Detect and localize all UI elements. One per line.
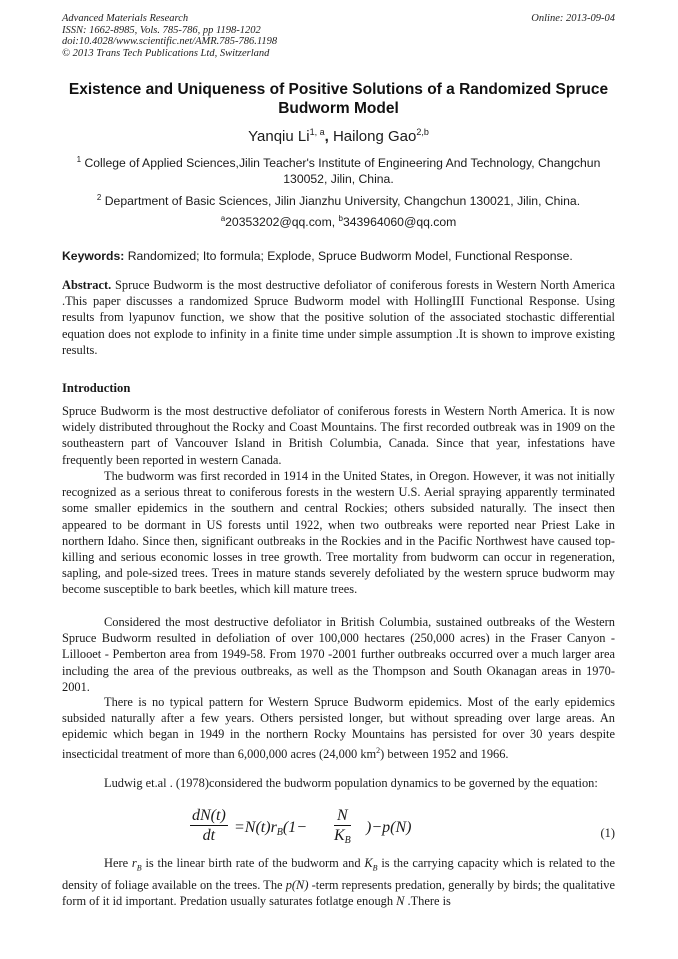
paper-title: Existence and Uniqueness of Positive Solutions of a Randomized Spruce Budworm Model [68,81,609,117]
paragraph-2-text: The budworm was first recorded in 1914 in the United States, in Oregon. However, it was not initially recognized as a serious threat to coniferous forests in the western U.S. Aerial spraying apparently terminated some smaller epidemics in the southern and central Rockies; others subsided naturally. The insect then appeared to be dormant in US forests until 1922, when two outbreaks were reported near Priest Lake in northern Idaho. Since then, significant outbreaks in the Rockies and in the Pacific Northwest have caused top-killing and serious economic losses in tree growth. Tree mortality from budworm can occur in regeneration, sapling, and pole-sized trees. Trees in mature stands severely defoliated by the western spruce budworm may become susceptible to bark beetles, which kill mature trees. [62,469,615,597]
introduction-heading: Introduction [62,381,131,395]
equation-paren: (1− [282,819,308,836]
email-a: 20353202@qq.com, [225,215,339,229]
affiliation-2-text: Department of Basic Sciences, Jilin Jianzhu University, Changchun 130021, Jilin, China. [104,194,581,208]
equation-number: (1) [600,826,615,840]
affiliation-1-text: College of Applied Sciences,Jilin Teacher's Institute of Engineering And Technology, Changchun 130052, Jilin, China. [84,156,601,186]
doi-line: doi:10.4028/www.scientific.net/AMR.785-786.1198 [62,36,278,47]
paragraph-4 [62,694,615,762]
equation-middle [234,819,307,838]
keywords-label: Keywords: [62,249,125,263]
equation-1 [190,806,615,856]
author-2: Hailong Gao [332,128,417,145]
copyright-line: © 2013 Trans Tech Publications Ltd, Switzerland [62,47,270,59]
pn-symbol: p(N) [285,877,309,892]
abstract [62,277,615,358]
affiliation-2-number: 2 [96,193,102,202]
paragraph-6 [62,855,615,909]
paragraph-5 [62,775,615,791]
paragraph-3 [62,614,615,695]
abstract-text: Spruce Budworm is the most destructive defoliator of coniferous forests in Western North America .This paper discusses a randomized Spruce Budworm model with HollingIII Functional Response. Using results from lyapunov function, we show that the positive solution of the associated stochastic differential equation does not explode to infinity in a finite time under simple assumption .It is shown to improve existing results. [62,278,615,357]
author-separator: , [324,128,333,145]
equation-rhs-den-sub: B [344,835,351,846]
equation-lhs-numerator: dN(t) [192,807,226,824]
author-1: Yanqiu Li [248,128,310,145]
equation-lhs-fraction [190,806,228,846]
journal-header [62,13,277,59]
equation-rhs-numerator: N [334,806,351,826]
kb-symbol-sub: B [372,863,378,873]
equation-lhs-denominator: dt [202,827,216,844]
paragraph-6-text-d: -term represents predation, generally by birds; the qualitative form of it id important. Predation usually saturates fotlatge enough [62,877,615,908]
paragraph-2 [62,468,615,598]
paragraph-4-text-a: There is no typical pattern for Western Spruce Budworm epidemics. Most of the early epidemics subsided naturally after a few years. Others persisted longer, but without spreading over large areas. An epidemic which began in 1949 in the northern Rocky Mountains has persisted for over 30 years despite insecticidal treatment of more than 6,000,000 acres (24,000 km [62,695,615,761]
paragraph-6-text-c: is the carrying capacity which is related to the density of foliage available on the trees. The [62,856,615,892]
author-1-sup: 1, a [309,127,325,137]
author-line [62,128,615,146]
abstract-label: Abstract. [62,278,112,292]
paragraph-1 [62,403,615,468]
rb-symbol [131,856,142,873]
rb-symbol-letter: r [131,856,137,870]
keywords [62,249,615,264]
equation-tail: )−p(N) [366,819,412,836]
online-date: Online: 2013-09-04 [531,13,615,24]
kb-symbol-letter: K [364,856,373,870]
paragraph-3-text: Considered the most destructive defoliator in British Columbia, sustained outbreaks of the Western Spruce Budworm resulted in defoliation of over 100,000 hectares (250,000 acres) in the Fraser Canyon - Lillooet - Pemberton area from 1949-58. From 1970 -2001 further outbreaks occurred over a much larger area including the area of the previous outbreaks, as well as the Thompson and South Okanagan areas in 1970-2001. [62,615,615,694]
n-symbol: N [396,893,405,908]
journal-name: Advanced Materials Research [62,13,189,24]
email-line [62,214,615,230]
equation-mid-sub: B [276,827,283,838]
paragraph-6-text-e: .There is [404,893,451,908]
paragraph-4-text-b: ) between 1952 and 1966. [380,746,509,761]
equation-rhs-denominator [334,826,351,851]
equation-mid-text: =N(t)r [234,819,277,836]
equation-rhs-fraction [334,806,351,851]
rb-symbol-sub: B [136,863,142,873]
issn-line: ISSN: 1662-8985, Vols. 785-786, pp 1198-1202 [62,24,261,36]
paragraph-1-text: Spruce Budworm is the most destructive defoliator of coniferous forests in Western North America. It is now widely distributed throughout the Rocky and Coast Mountains. The first recorded outbreak was in 1909 on the southeastern part of Vancouver Island in British Columbia, Canada. Since that year, infestations have frequently been reported in western Canada. [62,404,615,467]
email-a-sup: a [220,214,226,223]
affiliation-1 [62,155,615,187]
affiliation-2 [62,193,615,209]
email-b-sup: b [338,214,343,223]
paragraph-5-text: Ludwig et.al . (1978)considered the budworm population dynamics to be governed by the equation: [104,776,598,790]
paragraph-6-text-b: is the linear birth rate of the budworm and [141,856,365,870]
kb-symbol [364,856,378,873]
author-2-sup: 2,b [416,127,429,137]
equation-rhs-den-text: K [334,827,345,844]
affiliation-1-number: 1 [76,155,82,164]
paragraph-6-text-a: Here [104,856,132,870]
keywords-text: Randomized; Ito formula; Explode, Spruce Budworm Model, Functional Response. [124,249,573,263]
paragraph-4-sup: 2 [376,745,381,755]
email-b: 343964060@qq.com [342,215,457,229]
